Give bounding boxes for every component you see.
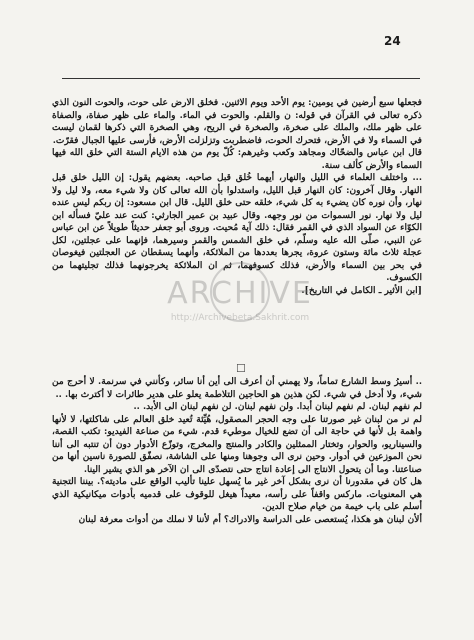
paragraph: ألأن لبنان هو هكذا، يُستعصى على الدراسة والادراك؟ أم لأننا لا نملك من أدوات معرفة لبنان	[78, 513, 422, 525]
watermark-title: ARCHIVE	[167, 276, 313, 311]
citation: [ابن الأثير ـ الكامل في التاريخ].	[301, 284, 422, 296]
paragraph: قال ابن عباس والضحّاك ومجاهد وكعب وغيرهم: كُلّ يوم من هذه الايام الستة التي خلق الله فيها السماء والأرض كألف سنة.	[52, 147, 422, 171]
paragraph: لم نفهم لبنان. لم نفهم لبنان أبدا. ولن نفهم لبنان. لن نفهم لبنان الى الأبد. ..	[133, 401, 422, 412]
page-number: 24	[384, 34, 401, 48]
watermark-url: http://Archivebeta.Sakhrit.com	[170, 313, 310, 323]
paragraph: فجعلها سبع أرضين في يومين: يوم الأحد ويوم الاثنين. فخلق الارض على حوت، والحوت النون الذي ذكره تعالى في القرآن في قوله: ن والقلم. والحوت في الماء. والماء على ظهر صفاة، والصفاة على ظهر ملك، والملك على صخرة، والصخرة في الريح، وهي الصخرة التي ذكرها لقمان ليست في السماء ولا في الأرض، فتحرك الحوت، فاضطربت وتزلزلت الأرض، فأرسى عليها الجبال فقرّت.	[52, 97, 422, 146]
paragraph: لم نر من لبنان غير صورتنا على وجه الحجر المصقول، هُيِّئة تُعيد خلق العالم على شاكلتها، لا لأنها واهمة بل لأنها في حاجة الى أن تضع للخيال موطيء قدم. شيء من صناعة الفيديو: تكتب القصة، والسيناريو، والحوار، وتختار الممثلين والكادر والمنتج والمخرج، وتوزّع الأدوار دون أن تنتبه الى أننا نحن الموزعين في أدوار. وحين نرى الى وجوهنا ومنها على الشاشة، نصفّق للصورة ناسين أنها من صناعتنا. وما أن يتحول الانتاج الى إعادة انتاج حتى نتصدّى الى ان الآخر هو الذي يشير الينا.	[52, 413, 422, 475]
section-divider-icon: ☐	[236, 362, 246, 375]
paragraph: هل كان في مقدورنا أن نرى بشكل آخر غير ما يُسهل علينا تأليب الواقع على ماديته؟. بيننا التجنية هي المعنويات. ماركس واقفاً على رأسه، معيداً هيغل للوقوف على قدميه بأدوات ميكانيكية الذي أسلم على باب خيمة من خيام صلاح الدين.	[52, 476, 422, 512]
historical-excerpt	[52, 97, 422, 297]
top-rule	[62, 78, 420, 79]
paragraph: .. أسيرُ وسط الشارع تماماً، ولا يهمني أن أعرف الى أين أنا سائر، وكأنني في سرنمة. لا أحرج من شيء، ولا أدخل في شيء. لكن هذين هو الحاجين التلاطمة يعلو على هدير طائرات لا أكترث بها. ..	[52, 376, 422, 400]
paragraph: ... واختلف العلماء في الليل والنهار، أيهما خُلق قبل صاحبه. بعضهم يقول: إن الليل خلق قبل النهار. وقال آخرون: كان النهار قبل الليل، واستدلوا بأن الله تعالى كان ولا شيء معه، ولا ليل ولا نهار، وأن نوره كان يضيء به كل شيء، خلقه حتى خلق الليل. قال ابن مسعود: إن ربكم ليس عنده ليل ولا نهار. نور السموات من نور وجهه. وقال عبيد بن عمير الجارثي: كنت عند عليّ فسأله ابن الكوّاء عن السواد الذي في القمر فقال: ذلك آية مُحيت. وروى أبو جعفر حديثاً طويلاً عن ابن عباس عن النبي، صلّى الله عليه وسلّم، في خلق الشمس والقمر وسيرهما، فإنهما على عجلتين، لكل عجلة ثلاث مائة وستون عروة، يجرها بعددها من الملائكة، وأنهما يسقطان عن العجلتين فيغوصان في بحر بين السماء والأرض، فذلك كسوفهما، ثم ان الملائكة يخرجونهما فذلك تجليتهما من الكسوف.	[52, 172, 422, 283]
essay-text	[52, 376, 422, 526]
archive-watermark	[160, 276, 320, 323]
